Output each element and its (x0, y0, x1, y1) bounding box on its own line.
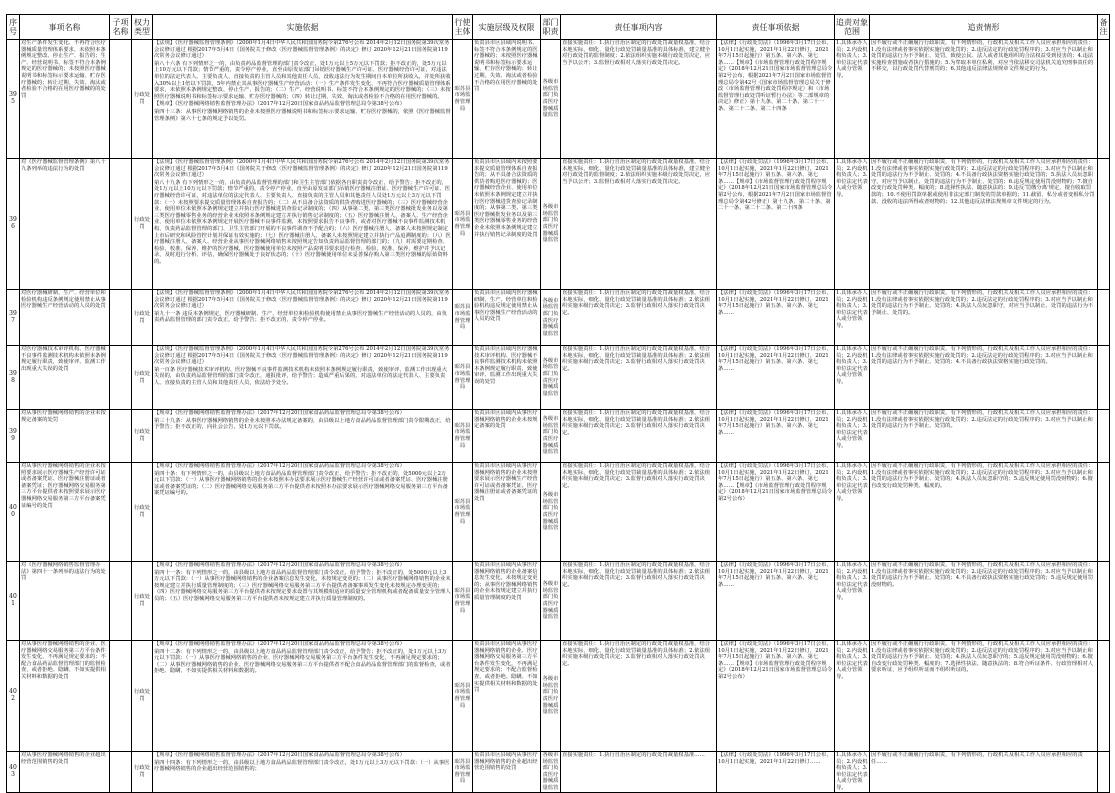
item-name-cell: 对医疗器械技术审评机构、医疗器械不良事件监测技术机构未依照本条例规定履行职责，致使审评、监测工作出现重大失误的处罚 (20, 346, 110, 410)
accountability-cases-cell: 因不履行或不正确履行行政职责，有下列情形的，行政机关及相关工作人员应承担相应的责任：1.没有法律或者事实依据实施行政处罚的；2.违反法定的行政处罚程序的；3.对应当予以制止和处罚的违法行为不予制止、处罚的；4.不具备行政执法资格实施行政处罚的；5.违反规定使用罚没财物的。 (870, 562, 1098, 641)
legal-basis-paragraph: 第四十四条：有下列情形之一的，由县级以上地方食品药品监督管理部门责令改正，处1万元以上3万元以下罚款：（一）从事医疗器械网络销售的企业超出经营范围销售的； (154, 759, 450, 773)
sub-item-name-cell (110, 752, 132, 793)
header-basis: 实施依据 (153, 15, 453, 40)
note-cell (1098, 290, 1110, 346)
department-duty-cell: 各级市场监管部门负责医疗器械质量监管 (541, 410, 561, 463)
implementation-level-cell: 负责县市区县域内未按照要求提交质量管理体系自查报告的；从不具备合法资质的供货者购进医疗器械的；医疗器械经营企业、使用单位未依照本条例规定建立并执行医疗器械进货查验记录制度的；从事第二类、第三类医疗器械批发业务以及第三类医疗器械零售业务的经营企业未依照本条例规定建立并执行销售记录制度的处罚 (473, 159, 541, 290)
responsibility-content-cell: 直接实施责任：1.执行自治区制定的行政处罚裁量权基准，结合本地实际，细化、量化行政处罚裁量基准的具体标准；2.依法组织实施本级行政处罚决定；3.监督行政相对人落实行政处罚决定。 (561, 562, 717, 641)
legal-basis-cell (153, 290, 453, 346)
executing-body-cell: 昭苏县市场监督管理局 (453, 290, 473, 346)
department-duty-cell: 各级市场监管部门负责医疗器械质量监管 (541, 290, 561, 346)
department-duty-cell: 各级市场监管部门负责医疗器械质量监管 (541, 159, 561, 290)
header-name: 事项名称 (20, 15, 110, 40)
item-name-cell: 对《医疗器械网络销售监督管理办法》第四十一条列举的违法行为的处罚 (20, 562, 110, 641)
legal-basis-paragraph: 第四十条：有下列情形之一的，由县级以上地方食品药品监督管理部门责令改正，给予警告；拒不改正的，处5000元以上2万元以下罚款：（一）从事医疗器械网络销售的企业未按照本办法要求展示医疗器械生产经营许可证或者备案凭证、医疗器械注册证或者备案凭证的；（二）医疗器械网络交易服务第三方平台提供者未按照本办法要求展示医疗器械网络交易服务第三方平台备案凭证编号的。 (154, 470, 448, 497)
legal-basis-paragraph: 第八十九条 有下列情形之一的，由负责药品监督管理的部门和卫生主管部门依据各自职责责令改正，给予警告；拒不改正的，处1万元以上10万元以下罚款；情节严重的，责令停产停业，直至由原发证部门吊销医疗器械注册证、医疗器械生产许可证、医疗器械经营许可证，对违法单位的法定代表人、主要负责人、直接负责的主管人员和其他责任人员处1万元以上3万元以下罚款：（一）未按照要求提交质量管理体系自查报告的；（二）从不具备合法资质的供货者购进医疗器械的；（三）医疗器械经营企业、使用单位未依照本条例规定建立并执行医疗器械进货查验记录制度的；（四）从事第二类、第三类医疗器械批发业务以及第三类医疗器械零售业务的经营企业未依照本条例规定建立并执行销售记录制度的；（五）医疗器械注册人、备案人、生产经营企业、使用单位未依照本条例规定开展医疗器械不良事件监测，未按照要求报告不良事件，或者对医疗器械不良事件监测技术机构、负责药品监督管理的部门、卫生主管部门开展的不良事件调查不予配合的；（六）医疗器械注册人、备案人未按照规定制定上市后研究和风险管控计划并保证有效实施的；（七）医疗器械注册人、备案人未按照规定建立并执行产品追溯制度的；（八）医疗器械注册人、备案人、经营企业从事医疗器械网络销售未按照规定告知负责药品监督管理的部门的；（九）对需要定期检查、检验、校准、保养、维护的医疗器械，医疗器械使用单位未按照产品说明书要求进行检查、检验、校准、保养、维护并予以记录，及时进行分析、评估，确保医疗器械处于良好状态的；（十）医疗器械使用单位未妥善保存购入第三类医疗器械的原始资料的。 (154, 179, 451, 265)
legal-basis-cell (153, 346, 453, 410)
header-duty: 部门职责 (541, 15, 561, 40)
sub-item-name-cell (110, 159, 132, 290)
header-num: 序号 (7, 15, 20, 40)
responsibility-basis-cell: 【法律】《行政处罚法》（1996年3月17日公布，10月1日起实施，2021年1月22日修订…… (717, 752, 835, 793)
responsibility-basis-cell: 【法律】《行政处罚法》（1996年3月17日公布，10月1日起实施，2021年1月22日修订，2021年7月15日起施行）第五条、第六条、第七条…… (717, 410, 835, 463)
accountability-target-cell: 1.具体承办人员；2.内设机构负责人；3.单位法定代表人或分管领导。 (836, 752, 868, 791)
table-row (7, 290, 1110, 346)
implementation-level-cell: 负责县市区县域内医疗器械技术审评机构、医疗器械不良事件监测技术机构未依照本条例规定履行职责，致使审评、监测工作出现重大失误的处罚 (473, 346, 541, 410)
responsibility-basis-cell: 【法律】《行政处罚法》（1996年3月17日公布，10月1日起实施，2021年1月22日修订，2021年7月15日起施行）第五条、第六条、第七条……【规章】《市场监督管理行政处罚程序规定》（2018年12月21日国家市场监督管理总局令第2号公布） (717, 463, 835, 562)
implementation-level-cell: 负责县市区县域内从事医疗器械网络销售的企业超出经营范围销售的处罚 (473, 752, 541, 793)
power-type-cell: 行政处罚 (132, 752, 153, 793)
table-header-row (7, 15, 1110, 40)
item-name-cell: 对从事医疗器械网络销售的企业超出经营范围销售的处罚 (20, 752, 110, 793)
responsibility-content-cell: 直接实施责任：1.执行自治区制定的行政处罚裁量权基准，结合本地实际，细化、量化行政处罚裁量基准的具体标准，建立健全对行政处罚的监督制度；2.依法组织实施本级行政处罚决定，应当予以公开；3.监督行政相对人落实行政处罚决定。 (561, 159, 717, 290)
row-number-cell: 396 (7, 159, 20, 290)
row-number-cell: 398 (7, 346, 20, 410)
header-subject: 行使主体 (453, 15, 473, 40)
row-number-cell: 403 (7, 752, 20, 793)
sub-item-name-cell (110, 40, 132, 159)
legal-basis-cell (153, 752, 453, 793)
sub-item-name-cell (110, 463, 132, 562)
executing-body-cell: 昭苏县市场监督管理局 (453, 641, 473, 752)
header-note: 备注 (1098, 15, 1110, 40)
legal-basis-cell (153, 159, 453, 290)
legal-basis-paragraph: 【法规】《医疗器械监督管理条例》（2000年1月4日中华人民共和国国务院令第276号公布 2014年2月12日国务院第39次常务会议修订通过 根据2017年5月4日《国务院关于修改〈医疗器械监督管理条例〉的决定》修订 2020年12月21日国务院第119次常务会议修订通过） (154, 159, 450, 179)
implementation-level-cell: 负责县市区县域内从事医疗器械网络销售的企业备案信息发生变化，未按规定变更的；从事医疗器械网络销售的企业未按规定建立并执行质量管理制度的处罚 (473, 562, 541, 641)
implementation-level-cell: 负责县市区县域内从事医疗器械网络销售的企业未按规定备案的处罚 (473, 410, 541, 463)
item-name-cell: 对从事医疗器械网络销售的企业未按照要求展示医疗器械生产经营许可证或者备案凭证、医疗器械注册证或者备案凭证；医疗器械网络交易服务第三方平台提供者未按照要求展示医疗器械网络交易服务第三方平台备案凭证编号的处罚 (20, 463, 110, 562)
legal-basis-cell (153, 410, 453, 463)
table-row (7, 40, 1110, 159)
header-dutybasis: 责任事项依据 (717, 15, 835, 40)
legal-basis-paragraph: 【规章】《医疗器械网络销售监督管理办法》（2017年12月20日国家食品药品监督管理总局令第38号公布） (154, 562, 405, 568)
legal-basis-paragraph: 【规章】《医疗器械网络销售监督管理办法》（2017年12月20日国家食品药品监督管理总局令第38号公布） (154, 463, 405, 469)
legal-basis-paragraph: 第九十一条 违反本条例规定，医疗器械研制、生产、经营单位和检验机构使用禁止从事医疗器械生产经营活动的人员的，由负责药品监督管理的部门责令改正，给予警告；拒不改正的，责令停产停业。 (154, 310, 448, 324)
sub-item-name-cell (110, 641, 132, 752)
note-cell (1098, 463, 1110, 562)
legal-basis-paragraph: 第四十二条：有下列情形之一的，由县级以上地方食品药品监督管理部门责令改正，给予警告；拒不改正的，处1万元以上3万元以下罚款：（一）从事医疗器械网络销售的企业、医疗器械网络交易服务第三方平台条件发生变化，不再满足规定要求的；（二）从事医疗器械网络销售的企业、医疗器械网络交易服务第三方平台提供者不配合食品药品监督管理部门的监督检查，或者拒绝、隐瞒、不如实提供相关材料和数据的。 (154, 648, 451, 675)
power-type-cell: 行政处罚 (132, 562, 153, 641)
accountability-target-cell: 1.具体承办人员；2.内设机构负责人；3.单位法定代表人或分管领导。 (835, 562, 870, 641)
note-cell (1098, 159, 1110, 290)
header-content: 责任事项内容 (561, 15, 717, 40)
responsibility-content-cell: 直接实施责任：1.执行自治区制定的行政处罚裁量权基准，结合本地实际，细化、量化行政处罚裁量基准的具体标准，建立健全对行政处罚的监督制度；2.依法组织实施本级行政处罚决定，应当予以公开；3.监督行政相对人落实行政处罚决定。 (561, 40, 717, 159)
legal-basis-paragraph: 【规章】《医疗器械网络销售监督管理办法》（2017年12月20日国家食品药品监督管理总局令第38号公布） (154, 641, 405, 647)
responsibility-content-cell: 直接实施责任：1.执行自治区制定的行政处罚裁量权基准，结合本地实际，细化、量化行政处罚裁量基准的具体标准；2.依法组织实施本级行政处罚决定；3.监督行政相对人落实行政处罚决定。 (561, 463, 717, 562)
legal-basis-paragraph: 第一百条 医疗器械技术审评机构、医疗器械不良事件监测技术机构未依照本条例规定履行职责，致使审评、监测工作出现重大失误的，由负责药品监督管理的部门责令改正，通报批评，给予警告；造成严重后果的，对违法单位的法定代表人、主要负责人、直接负责的主管人员和其他责任人员，依法给予处分。 (154, 366, 448, 386)
header-sub: 子项名称 (110, 15, 132, 40)
legal-basis-paragraph: 【规章】《医疗器械网络销售监督管理办法》（2017年12月20日国家食品药品监督管理总局令第38号公布） (154, 101, 405, 108)
item-name-cell: 对从事医疗器械网络销售的企业、医疗器械网络交易服务第三方平台条件发生变化，不再满足规定要求的；不配合食品药品监督管理部门的监督检查，或者拒绝、隐瞒、不如实提供相关材料和数据的处罚 (20, 641, 110, 752)
responsibility-content-cell: 直接实施责任：1.执行自治区制定的行政处罚裁量权基准…… (561, 752, 717, 793)
power-type-cell: 行政处罚 (132, 159, 153, 290)
note-cell (1098, 410, 1110, 463)
responsibility-basis-cell: 【法律】《行政处罚法》（1996年3月17日公布，10月1日起实施，2021年1月22日修订，2021年7月15日起施行）第五条、第六条、第七条…… (717, 290, 835, 346)
implementation-level-cell: 负责县市区县域内从事医疗器械网络销售的企业未按照要求展示医疗器械生产经营许可证或者备案凭证、医疗器械注册证或者备案凭证的处罚 (473, 463, 541, 562)
accountability-target-cell: 1.具体承办人员；2.内设机构负责人；3.单位法定代表人或分管领导。 (835, 40, 870, 159)
accountability-target-cell: 1.具体承办人员；2.内设机构负责人；3.单位法定代表人或分管领导。 (835, 290, 870, 346)
legal-basis-paragraph: 第四十一条：有下列情形之一的，由县级以上地方食品药品监督管理部门责令改正，给予警告；拒不改正的，处5000元以上3万元以下罚款：（一）从事医疗器械网络销售的企业备案信息发生变化，未按规定变更的；（二）从事医疗器械网络销售的企业未按规定建立并执行质量管理制度的；（三）医疗器械网络交易服务第三方平台提供者备案事项发生变化未按规定办理变更的；（四）医疗器械网络交易服务第三方平台提供者未按规定要求设置与其规模相适应的质量安全管理机构或者配备质量安全管理人员的；（五）医疗器械网络交易服务第三方平台提供者未按规定建立并执行质量管理制度的。 (154, 569, 451, 602)
item-name-cell: 对医疗器械研制、生产、经营单位和检验机构违反条例规定使用禁止从事医疗器械生产经营活动的人员的处罚 (20, 290, 110, 346)
implementation-level-cell: 负责县市区县域内医疗器械研制、生产、经营单位和检验机构违反规定使用禁止从事医疗器械生产经营活动的人员的处罚 (473, 290, 541, 346)
header-cases: 追责情形 (870, 15, 1098, 40)
row-number-cell: 397 (7, 290, 20, 346)
legal-basis-cell (153, 40, 453, 159)
accountability-cases-cell: 因不履行或不正确履行行政职责，有下列情形的，行政机关及相关工作人员应承担相应的责任：1.没有法律或者事实依据实施行政处罚的；2.违反法定的行政处罚程序的；3.对应当予以制止和处罚的违法行为不予制止、处罚的；4.执法人员玩忽职守的；5.违反规定使用罚没财物的；6.擅自改变行政处罚种类、幅度的；7.选择性执法、随意执法的；8.符合听证条件、行政管理相对人要求听证，应予组织听证而不组织听证的。 (870, 641, 1098, 752)
responsibility-table (6, 14, 1110, 793)
implementation-level-cell: 负责县市区县域内说明书、标签不符合本条例规定的医疗器械的；未按照医疗器械说明书和标签标示要求运输、贮存医疗器械的；转让过期、失效、淘汰或者检验不合格的在用医疗器械的处罚 (473, 40, 541, 159)
executing-body-cell: 昭苏县市场监督管理局 (453, 463, 473, 562)
table-row (7, 463, 1110, 562)
note-cell (1098, 40, 1110, 159)
executing-body-cell: 昭苏县市场监督管理局 (453, 40, 473, 159)
legal-basis-paragraph: 第八十六条 有下列情形之一的，由负责药品监督管理的部门责令改正，处1万元以上5万元以下罚款；拒不改正的，处5万元以上10万元以下罚款；情节严重的，责令停产停业，直至由原发证部门吊销医疗器械生产许可证、医疗器械经营许可证，对违法单位的法定代表人、主要负责人、直接负责的主管人员和其他责任人员，没收违法行为发生期间自本单位所获收入，并处所获收入30%以上1倍以下罚款，5年内禁止其从事医疗器械生产经营活动：（一）生产条件发生变化、不再符合医疗器械质量管理体系要求，未依照本条例规定整改、停止生产、报告的；（二）生产、经营说明书、标签不符合本条例规定的医疗器械的；（三）未按照医疗器械说明书和标签标示要求运输、贮存医疗器械的；（四）转让过期、失效、淘汰或者检验不合格的在用医疗器械的。 (154, 60, 451, 100)
power-type-cell: 行政处罚 (132, 463, 153, 562)
accountability-cases-cell: 因不履行或不正确履行行政职责，有下列情形的，行政机关及相关工作人员应承担相应的责任…… (870, 752, 1098, 793)
executing-body-cell: 昭苏县市场监督管理局 (453, 562, 473, 641)
legal-basis-cell (153, 641, 453, 752)
power-type-cell: 行政处罚 (132, 40, 153, 159)
responsibility-basis-cell: 【法律】《行政处罚法》（1996年3月17日公布，10月1日起实施，2021年1月22日修订，2021年7月15日起施行）第五条、第六条、第七条…… (717, 562, 835, 641)
department-duty-cell: 各级市场监管部门负责医疗器械质量监管 (541, 40, 561, 159)
legal-basis-paragraph: 【法规】《医疗器械监督管理条例》（2000年1月4日中华人民共和国国务院令第276号公布 2014年2月12日国务院第39次常务会议修订通过 根据2017年5月4日《国务院关于修改〈医疗器械监督管理条例〉的决定》修订 2020年12月21日国务院第119次常务会议修订通过） (154, 346, 450, 366)
legal-basis-cell (153, 562, 453, 641)
note-cell (1098, 752, 1110, 793)
sub-item-name-cell (110, 346, 132, 410)
accountability-target-cell: 1.具体承办人员；2.内设机构负责人；3.单位法定代表人或分管领导。 (835, 410, 870, 463)
accountability-cases-cell: 因不履行或不正确履行行政职责，有下列情形的，行政机关及相关工作人员应承担相应的责任：1.没有法律或者事实依据实施行政处罚的；2.违反法定的行政处罚程序的；3.对应当予以制止和处罚的违法行为不予制止、处罚的。 (870, 410, 1098, 463)
accountability-target-cell: 1.具体承办人员；2.内设机构负责人；3.单位法定代表人或分管领导。 (835, 641, 870, 752)
department-duty-cell: 各级市场监管部门负责医疗器械质量监管 (541, 346, 561, 410)
note-cell (1098, 562, 1110, 641)
note-cell (1098, 641, 1110, 752)
accountability-cases-cell: 因不履行或不正确履行行政职责，有下列情形的，行政机关及相关工作人员应承担相应的责任：1.没有法律或者事实依据实施行政处罚的；2.违反法定的行政处罚程序的；3.对应当予以制止和处罚的违法行为不予制止、处罚的；4.执法人员玩忽职守，对应当予以制止、处罚的违法行为不予制止、处罚的。 (870, 290, 1098, 346)
header-target: 追责对象范围 (835, 15, 870, 40)
power-type-cell: 行政处罚 (132, 346, 153, 410)
row-number-cell: 402 (7, 641, 20, 752)
legal-basis-paragraph: 第三十九条：从事医疗器械网络销售的企业未按照本办法规定备案的，由县级以上地方食品药品监督管理部门责令限期改正，给予警告；拒不改正的，向社会公告，处1万元以下罚款。 (154, 417, 451, 431)
responsibility-basis-cell: 【法律】《行政处罚法》（1996年3月17日公布，10月1日起实施，2021年1月22日修订，2021年7月15日起施行）第五条、第六条、第七条…… (717, 346, 835, 410)
responsibility-basis-cell: 【法律】《行政处罚法》（1996年3月17日公布，10月1日起实施，2021年1月22日修订，2021年7月15日起施行）第五条、第六条、第七条……【规章】《市场监督管理行政处罚程序规定》（2018年12月21日国家市场监督管理总局令第2号公布，根据2021年7月2日国家市场监督管理总局令第42号修正）第十九条、第二十条、第二十一条、第二十二条、第二十四条 (717, 159, 835, 290)
table-row (7, 159, 1110, 290)
legal-basis-paragraph: 【法规】《医疗器械监督管理条例》（2000年1月4日中华人民共和国国务院令第276号公布 2014年2月12日国务院第39次常务会议修订通过 根据2017年5月4日《国务院关于修改〈医疗器械监督管理条例〉的决定》修订 2020年12月21日国务院第119次常务会议修订通过） (154, 40, 450, 60)
accountability-cases-cell: 因不履行或不正确履行行政职责，有下列情形的，行政机关及相关工作人员应承担相应的责任：1.没有法律或者事实依据实施行政处罚的；2.违反法定的行政处罚程序的；3.对应当予以制止和处罚的违法行为不予制止、处罚，致使公民、法人或者其他组织的合法权益受到侵害的；4.违法实施检查措施或者执行措施的；5.为牟取本单位私利，对应当依法移交司法机关追究刑事责任的不移交，以行政处罚代替刑罚的；6.其他违反法律法规规章文件规定的行为。 (870, 40, 1098, 159)
legal-basis-paragraph: 【规章】《医疗器械网络销售监督管理办法》（2017年12月20日国家食品药品监督管理总局令第38号公布） (154, 410, 405, 416)
responsibility-basis-cell: 【法律】《行政处罚法》（1996年3月17日公布，10月1日起实施，2021年1月22日修订，2021年7月15日起施行）第五条、第六条、第七条……【规章】《市场监督管理行政处罚程序规定》（2018年12月21日国家市场监督管理总局令第2号公布，根据2021年7月2日国家市场监督管理总局令第42号《国家市场监督管理总局关于修改〈市场监督管理行政处罚程序规定〉和〈市场监督管理行政处罚听证暂行办法〉等二部规章的决定》修正）第十九条、第二十条、第二十一条、第二十二条、第二十四条 (717, 40, 835, 159)
power-type-cell: 行政处罚 (132, 641, 153, 752)
header-level: 实施层级及权限 (473, 15, 541, 40)
accountability-target-cell: 1.具体承办人员；2.内设机构负责人；3.单位法定代表人或分管领导。 (835, 463, 870, 562)
accountability-cases-cell: 因不履行或不正确履行行政职责，有下列情形的，行政机关及相关工作人员应承担相应的责任：1.没有法律或者事实依据实施行政处罚的；2.违反法定的行政处罚程序的；3.对应当予以制止和处罚的违法行为不予制止、处罚的；4.不具备行政执法资格实施行政处罚的。 (870, 346, 1098, 410)
row-number-cell: 395 (7, 40, 20, 159)
executing-body-cell: 昭苏县市场监督管理局 (453, 159, 473, 290)
power-type-cell: 行政处罚 (132, 410, 153, 463)
responsibility-content-cell: 直接实施责任：1.执行自治区制定的行政处罚裁量权基准，结合本地实际，细化、量化行政处罚裁量基准的具体标准；2.依法组织实施本级行政处罚决定；3.监督行政相对人落实行政处罚决定。 (561, 346, 717, 410)
legal-basis-paragraph: 第四十三条：从事医疗器械网络销售的企业未按照医疗器械说明书和标签标示要求运输、贮存医疗器械的，依照《医疗器械监督管理条例》第六十七条的规定予以处罚。 (154, 108, 451, 122)
sub-item-name-cell (110, 410, 132, 463)
legal-basis-paragraph: 【法规】《医疗器械监督管理条例》（2000年1月4日中华人民共和国国务院令第276号公布 2014年2月12日国务院第39次常务会议修订通过 根据2017年5月4日《国务院关于修改〈医疗器械监督管理条例〉的决定》修订 2020年12月21日国务院第119次常务会议修订通过） (154, 290, 450, 310)
accountability-target-cell: 1.具体承办人员；2.内设机构负责人；3.单位法定代表人或分管领导。 (835, 159, 870, 290)
executing-body-cell: 昭苏县市场监督管理局 (453, 410, 473, 463)
row-number-cell: 401 (7, 562, 20, 641)
department-duty-cell: 各级市场监管部门负责医疗器械质量监管 (541, 463, 561, 562)
accountability-cases-cell: 因不履行或不正确履行行政职责，有下列情形的，行政机关及相关工作人员应承担相应的责任：1.没有法律或者事实依据实施行政处罚的；2.违反法定的行政处罚程序的；3.对应当予以制止和处罚的违法行为不予制止、处罚的；4.执法人员玩忽职守的；5.违反规定使用罚没财物的；6.擅自改变行政处罚种类、幅度的。 (870, 463, 1098, 562)
executing-body-cell: 昭苏县市场监督管理局 (453, 752, 473, 793)
department-duty-cell: 各级市场监管部门负责医疗器械质量监管 (541, 752, 561, 793)
responsibility-content-cell: 直接实施责任：1.执行自治区制定的行政处罚裁量权基准，结合本地实际，细化、量化行政处罚裁量基准的具体标准；2.依法组织实施本级行政处罚决定；3.监督行政相对人落实行政处罚决定。 (561, 290, 717, 346)
table-row (7, 562, 1110, 641)
responsibility-content-cell: 直接实施责任：1.执行自治区制定的行政处罚裁量权基准，结合本地实际，细化、量化行政处罚裁量基准的具体标准；2.依法组织实施本级行政处罚决定；3.监督行政相对人落实行政处罚决定。 (561, 641, 717, 752)
sub-item-name-cell (110, 562, 132, 641)
table-row (7, 410, 1110, 463)
sub-item-name-cell (110, 290, 132, 346)
item-name-cell: 对从事医疗器械网络销售的企业未按规定备案的处罚 (20, 410, 110, 463)
executing-body-cell: 昭苏县市场监督管理局 (453, 346, 473, 410)
department-duty-cell: 各级市场监管部门负责医疗器械质量监管 (541, 562, 561, 641)
table-row (7, 752, 1110, 793)
accountability-target-cell: 1.具体承办人员；2.内设机构负责人；3.单位法定代表人或分管领导。 (835, 346, 870, 410)
row-number-cell: 399 (7, 410, 20, 463)
responsibility-content-cell: 直接实施责任：1.执行自治区制定的行政处罚裁量权基准，结合本地实际，细化、量化行政处罚裁量基准的具体标准；2.依法组织实施本级行政处罚决定；3.监督行政相对人落实行政处罚决定。 (561, 410, 717, 463)
row-number-cell: 400 (7, 463, 20, 562)
header-type: 权力类型 (132, 15, 153, 40)
legal-basis-cell (153, 463, 453, 562)
table-body (7, 40, 1110, 793)
department-duty-cell: 各级市场监管部门负责医疗器械质量监管 (541, 641, 561, 752)
table-row (7, 641, 1110, 752)
responsibility-basis-cell: 【法律】《行政处罚法》（1996年3月17日公布，10月1日起实施，2021年1月22日修订，2021年7月15日起施行）第五条、第六条、第七条……【规章】《市场监督管理行政处罚程序规定》（2018年12月21日国家市场监督管理总局令第2号公布） (717, 641, 835, 752)
item-name-cell: 对生产条件发生变化、不再符合医疗器械质量管理体系要求，未依照本条例规定整改、停止生产、报告的；生产、经营说明书、标签不符合本条例规定的医疗器械的；未按照医疗器械说明书和标签标示要求运输、贮存医疗器械的；转让过期、失效、淘汰或者检验不合格的在用医疗器械的的处罚 (20, 40, 110, 159)
note-cell (1098, 346, 1110, 410)
legal-basis-paragraph: 【规章】《医疗器械网络销售监督管理办法》（2017年12月20日国家食品药品监督管理总局令第38号公布） (154, 752, 405, 758)
power-type-cell: 行政处罚 (132, 290, 153, 346)
item-name-cell: 对《医疗器械监督管理条例》第八十九条列举的违法行为的处罚 (20, 159, 110, 290)
table-row (7, 346, 1110, 410)
implementation-level-cell: 负责县市区县域内从事医疗器械网络销售的企业、医疗器械网络交易服务第三方平台条件发生变化，不再满足规定要求的；不配合监督检查，或者拒绝、隐瞒、不如实提供相关材料和数据的处罚 (473, 641, 541, 752)
accountability-cases-cell: 因不履行或不正确履行行政职责，有下列情形的，行政机关及相关工作人员应承担相应的责任：1.没有法律或者事实依据实施行政处罚的；2.违反法定的行政处罚程序的；3.对应当予以制止和处罚的违法行为不予制止、处罚的；4.不具备行政执法资格实施行政处罚的；5.执法人员玩忽职守，对应当予以制止、处罚的违法行为不予制止、处罚的；6.违反规定使用罚没财物的；7.擅自改变行政处罚种类、幅度的；8.选择性执法、随意执法的；9.违反‘罚缴分离’规定，擅自收取罚款的；10.不使用罚款单据或使用非法定部门制发的罚款单据的；11.截留、私分或者变相私分罚款、没收的违法所得或者财物的；12.其他违反法律法规规章文件规定的行为。 (870, 159, 1098, 290)
